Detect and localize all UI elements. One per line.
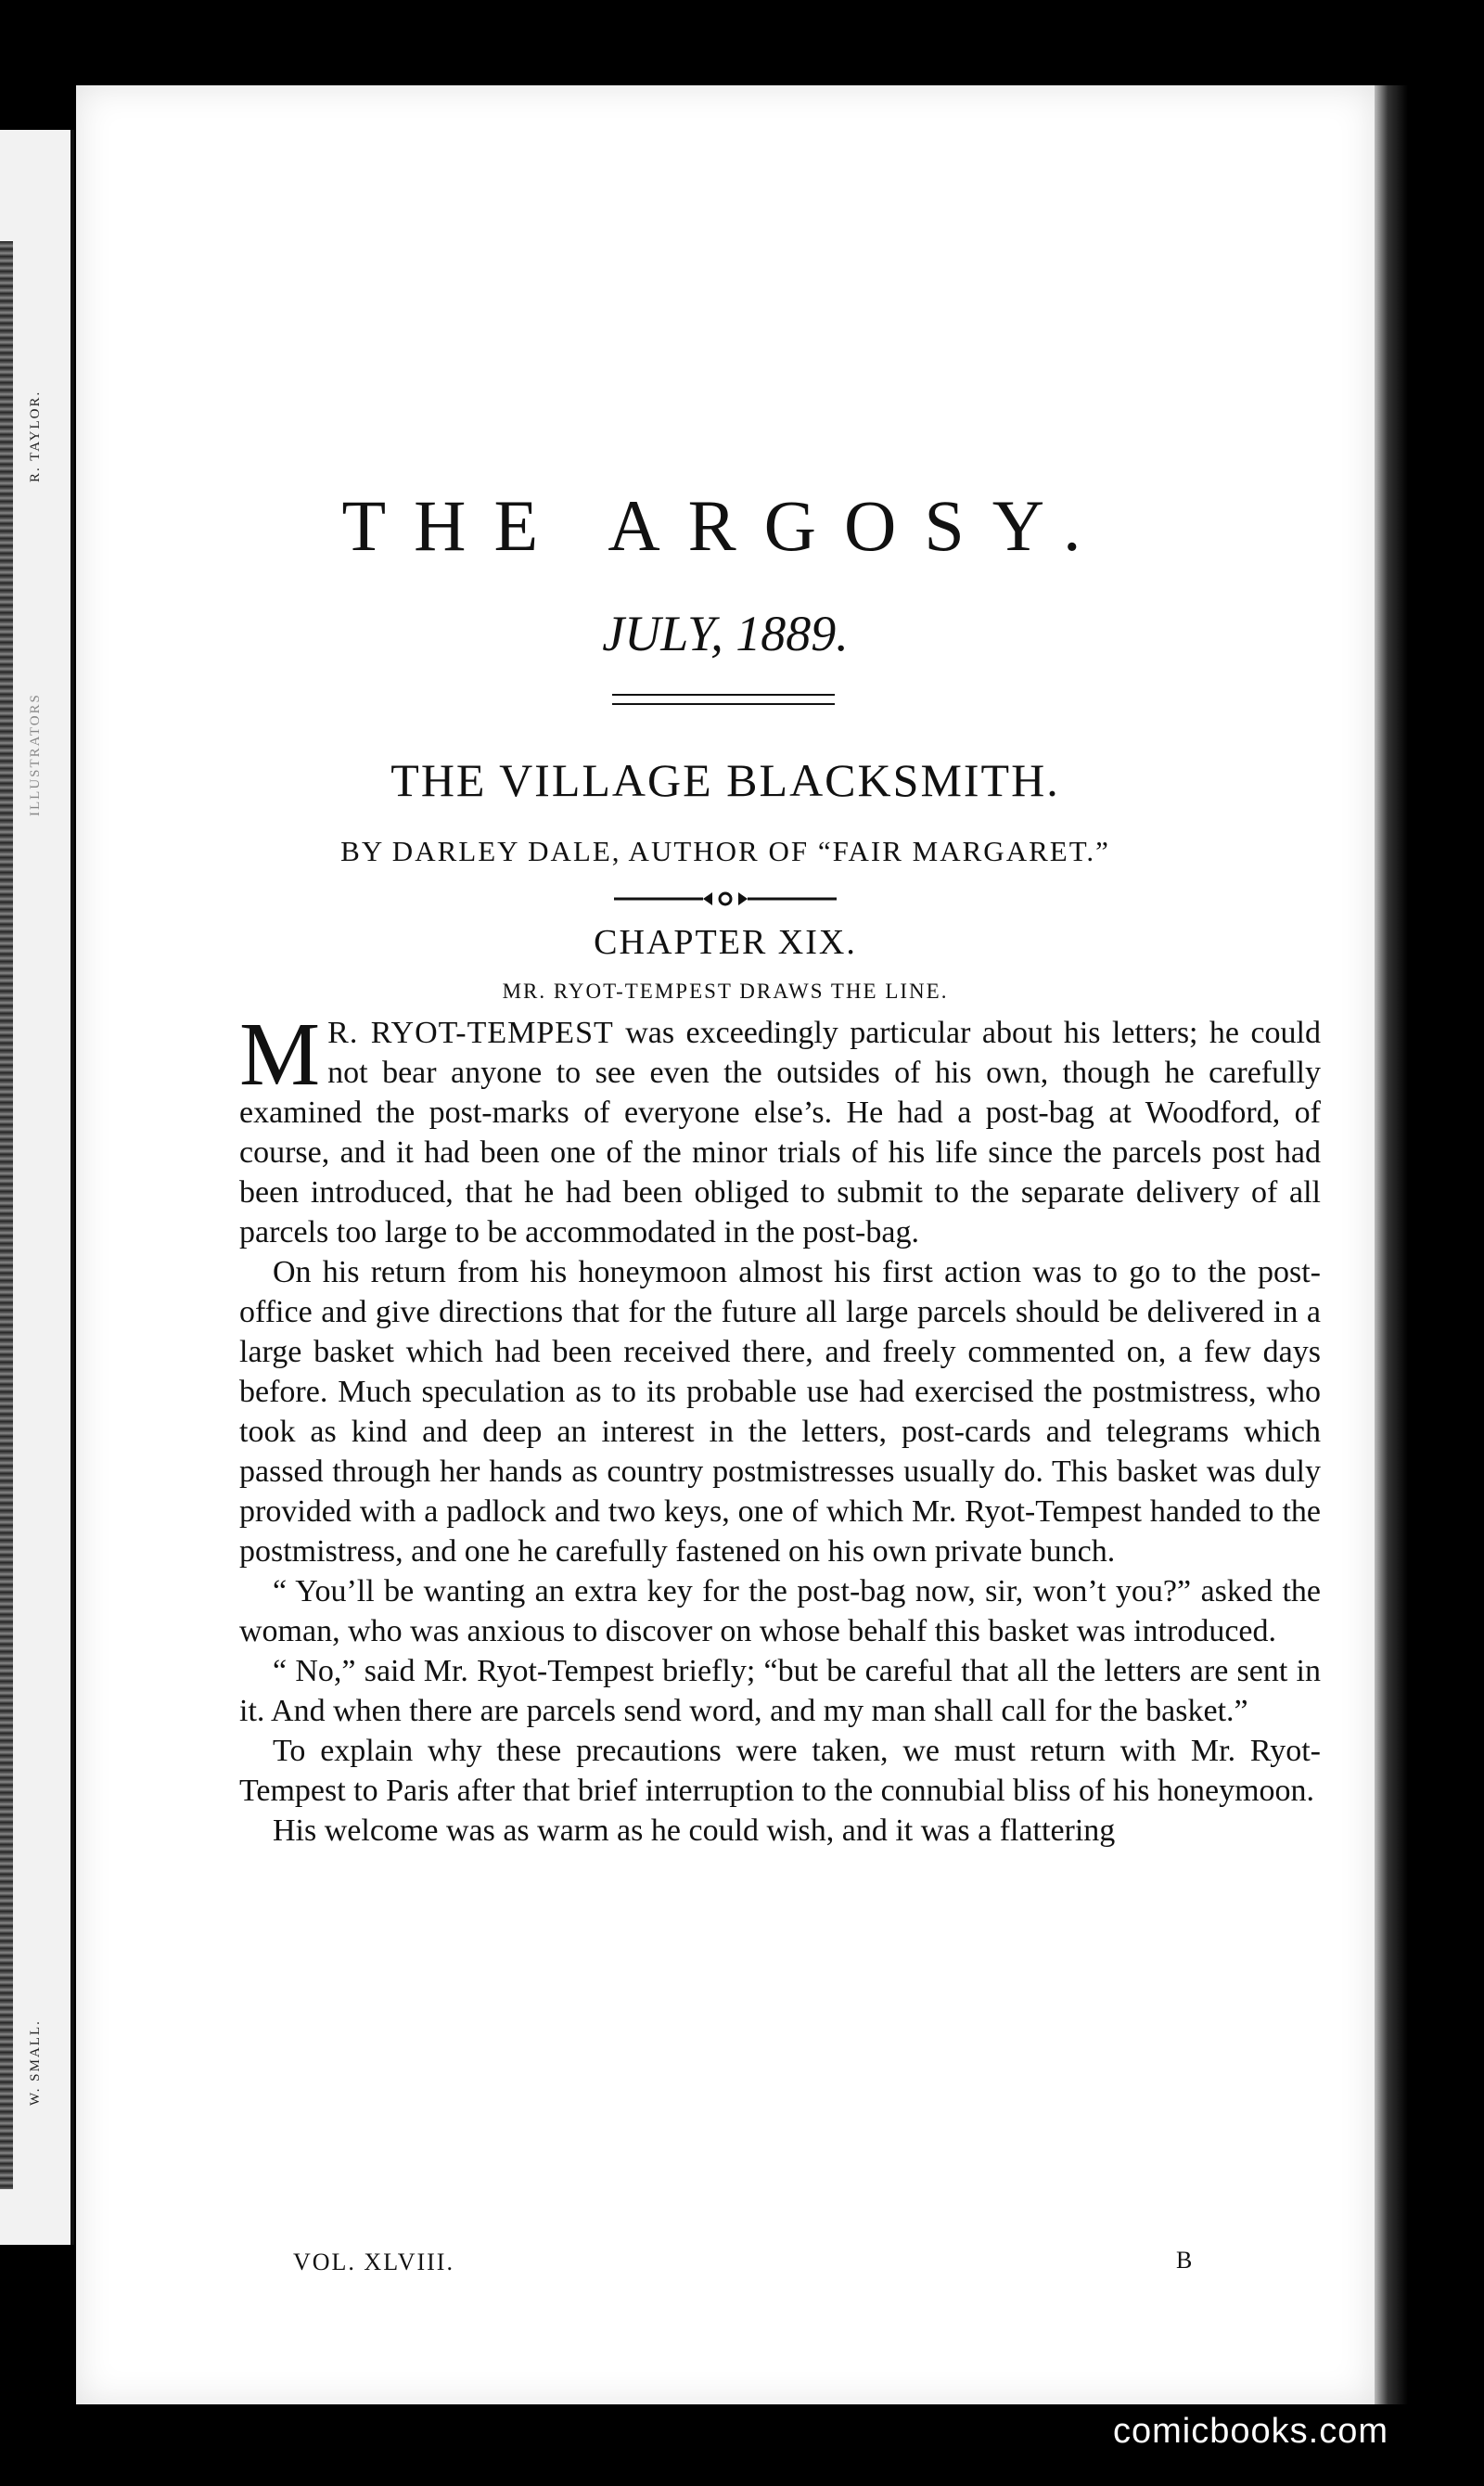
story-byline: BY DARLEY DALE, AUTHOR OF “FAIR MARGARET.” [340,835,1110,867]
issue-date: JULY, 1889. [602,606,849,661]
chapter-heading: CHAPTER XIX. [594,923,857,962]
page-edge-shadow [1375,85,1408,2404]
paragraph: To explain why these precautions were taken, we must return with Mr. Ryot-Tempest to Paris after that brief interruption to the connubial bliss of his honeymoon. [239,1734,1321,1808]
paragraph-lead: R. RYOT-TEMPEST [327,1016,614,1050]
paragraph: “ You’ll be wanting an extra key for the post-bag now, sir, won’t you?” asked the woman, who was anxious to discover on whose behalf this basket was introduced. [239,1574,1321,1648]
illustrator-credit-bottom: W. SMALL. [28,2019,43,2106]
site-watermark: comicbooks.com [1113,2412,1388,2451]
double-rule-divider [612,694,835,705]
drop-cap: M [239,1005,321,1105]
facing-page-engraving [0,241,13,2189]
paragraph-text: was exceedingly particular about his letters; he could not bear anyone to see even the outsides of his own, though he carefully examined the post-marks of everyone else’s. He had a post-bag at Woodford, of course, and it had been one of the minor trials of his life since the parcels post had been introduced, that he had been obliged to submit to the separate delivery of all parcels too large to be accommodated in the post-bag. [239,1016,1321,1249]
chapter-subtitle: MR. RYOT-TEMPEST DRAWS THE LINE. [502,980,949,1003]
story-title: THE VILLAGE BLACKSMITH. [390,754,1060,806]
paragraph: “ No,” said Mr. Ryot-Tempest briefly; “but be careful that all the letters are sent in it. And when there are parcels send word, and my man shall call for the basket.” [239,1654,1321,1728]
signature-mark: B [1176,2247,1193,2274]
facing-page-caption: ILLUSTRATORS [28,693,43,816]
paragraph [239,1005,1321,1252]
paragraph: His welcome was as warm as he could wish, and it was a flattering [273,1813,1116,1848]
story-body [239,1005,1321,1851]
ornament-divider-icon [614,885,837,913]
engraver-credit-top: R. TAYLOR. [28,390,43,482]
volume-footer: VOL. XLVIII. [293,2249,454,2275]
paragraph: On his return from his honeymoon almost his first action was to go to the post-office and give directions that for the future all large parcels should be delivered in a large basket which had been received there, and freely commented on, a few days before. Much speculation as to its probable use had exercised the postmistress, who took as kind and deep an interest in the letters, post-cards and telegrams which passed through her hands as country postmistresses usually do. This basket was duly provided with a padlock and two keys, one of which Mr. Ryot-Tempest handed to the postmistress, and one he carefully fastened on his own private bunch. [239,1255,1321,1569]
book-page [76,85,1375,2404]
magazine-masthead: THE ARGOSY. [341,485,1109,566]
